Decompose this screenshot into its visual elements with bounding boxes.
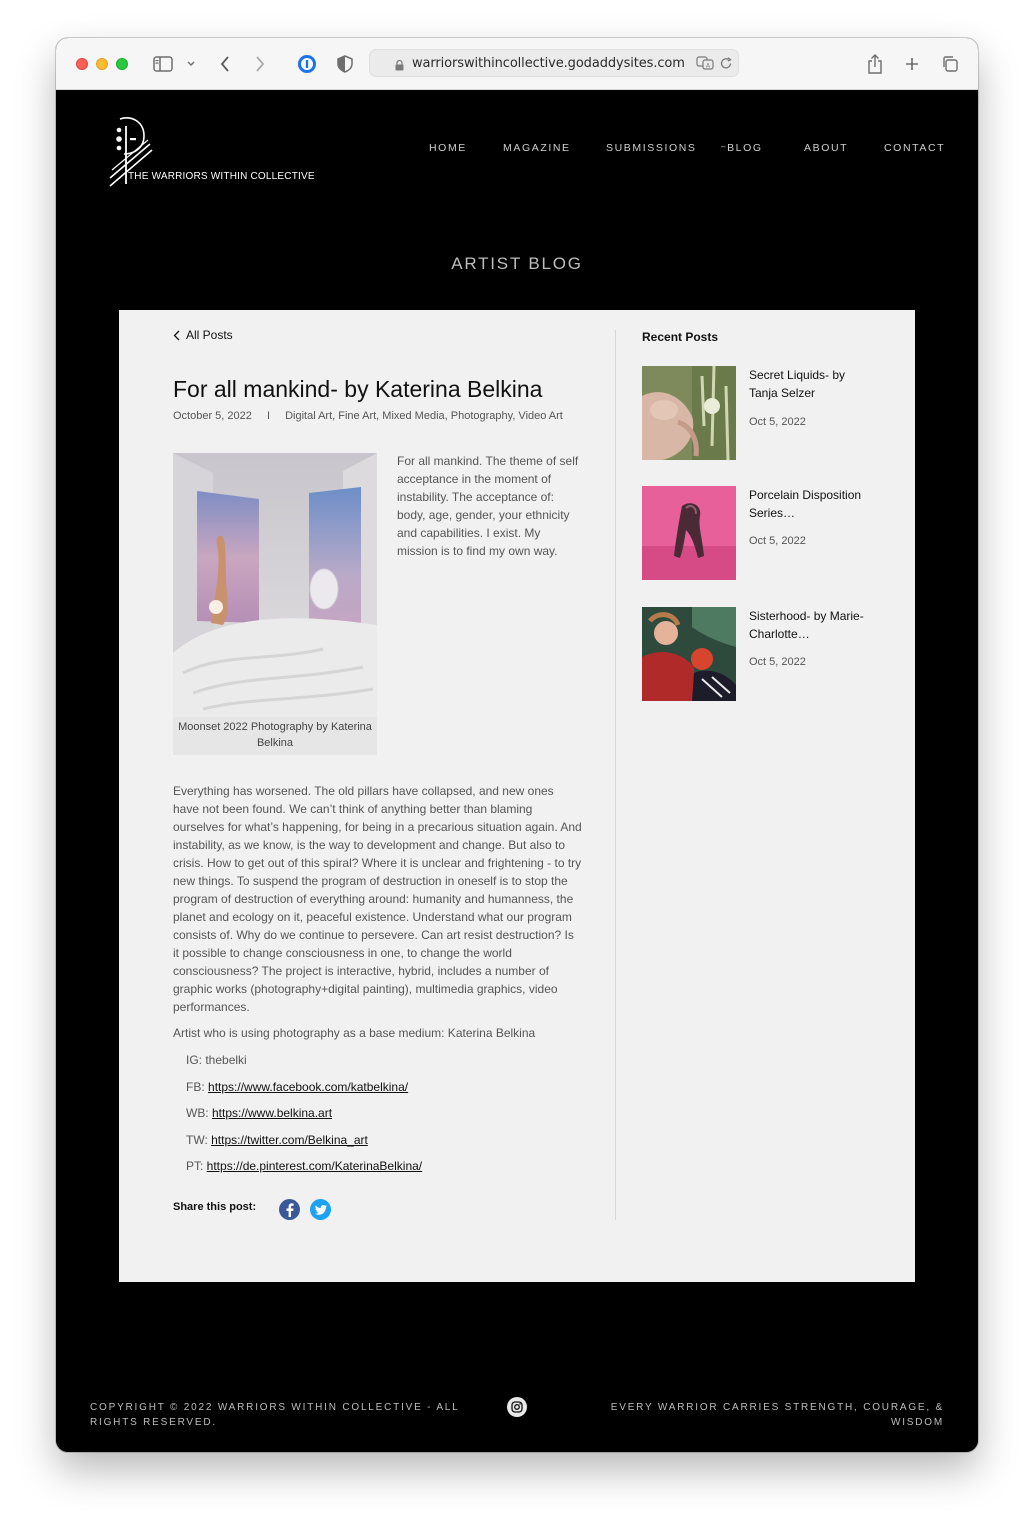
facebook-link[interactable]: https://www.facebook.com/katbelkina/ [208, 1080, 409, 1094]
instagram-icon[interactable] [507, 1397, 527, 1417]
facebook-share-icon[interactable] [279, 1199, 300, 1220]
address-bar[interactable] [369, 49, 739, 77]
share-icon[interactable] [864, 52, 886, 76]
nav-magazine[interactable]: MAGAZINE [503, 142, 571, 154]
footer-copyright: COPYRIGHT © 2022 WARRIORS WITHIN COLLECTIVE - ALL RIGHTS RESERVED. [90, 1402, 460, 1428]
image-caption: Moonset 2022 Photography by Katerina Belkina [178, 721, 372, 749]
minimize-window-button[interactable] [96, 58, 108, 70]
post-image[interactable] [173, 453, 377, 717]
tab-overview-icon[interactable] [939, 52, 961, 76]
recent-post-date: Oct 5, 2022 [749, 416, 806, 428]
post-categories[interactable]: Digital Art, Fine Art, Mixed Media, Photography, Video Art [285, 410, 563, 422]
footer-tagline: EVERY WARRIOR CARRIES STRENGTH, COURAGE, & WISDOM [610, 1402, 944, 1428]
url-text: warriorswithincollective.godaddysites.com [412, 56, 685, 71]
column-divider [615, 330, 616, 1220]
recent-posts-heading: Recent Posts [642, 330, 719, 344]
post-intro: For all mankind. The theme of self acceptance in the moment of instability. The acceptance of: body, age, gender, your ethnicity and capabilities. I exist. My mission is to find my own way. [397, 454, 579, 558]
artist-line: Artist who is using photography as a base medium: Katerina Belkina [173, 1026, 536, 1040]
forward-icon[interactable] [251, 52, 269, 76]
browser-window [56, 38, 978, 1452]
post-meta [173, 410, 563, 422]
new-tab-icon[interactable] [901, 52, 923, 76]
social-pt: PT: https://de.pinterest.com/KaterinaBelkina/ [186, 1159, 423, 1173]
twitter-link[interactable]: https://twitter.com/Belkina_art [211, 1133, 368, 1147]
meta-separator: I [266, 410, 271, 422]
translate-icon[interactable] [696, 56, 714, 75]
all-posts-link[interactable] [173, 328, 233, 342]
twitter-share-icon[interactable] [310, 1199, 331, 1220]
recent-post-thumbnail[interactable] [642, 486, 736, 580]
social-wb: WB: https://www.belkina.art [186, 1106, 333, 1120]
recent-post-thumbnail[interactable] [642, 607, 736, 701]
reload-icon[interactable] [720, 57, 733, 75]
recent-post-thumbnail[interactable] [642, 366, 736, 460]
browser-toolbar [56, 38, 978, 90]
password-manager-icon[interactable] [296, 52, 318, 76]
zoom-window-button[interactable] [116, 58, 128, 70]
logo-text: THE WARRIORS WITHIN COLLECTIVE [128, 171, 315, 182]
pinterest-link[interactable]: https://de.pinterest.com/KaterinaBelkina/ [206, 1159, 423, 1173]
post-panel [119, 310, 915, 1282]
social-fb: FB: https://www.facebook.com/katbelkina/ [186, 1080, 409, 1094]
section-heading: ARTIST BLOG [451, 254, 583, 273]
website [56, 90, 978, 1452]
recent-post-date: Oct 5, 2022 [749, 656, 806, 668]
site-logo[interactable] [104, 112, 314, 190]
close-window-button[interactable] [76, 58, 88, 70]
svg-text:A: A [705, 62, 711, 70]
social-ig: IG: thebelki [186, 1053, 247, 1067]
sidebar-icon[interactable] [152, 52, 174, 76]
back-icon[interactable] [216, 52, 234, 76]
lock-icon [395, 58, 404, 76]
social-tw: TW: https://twitter.com/Belkina_art [186, 1133, 368, 1147]
share-label: Share this post: [173, 1201, 257, 1213]
nav-home[interactable]: HOME [429, 142, 467, 154]
website-link[interactable]: https://www.belkina.art [212, 1106, 333, 1120]
ig-handle: thebelki [205, 1053, 247, 1067]
privacy-shield-icon[interactable] [335, 52, 355, 76]
recent-post-title[interactable]: Secret Liquids- by Tanja Selzer [749, 368, 846, 400]
recent-post-title[interactable]: Sisterhood- by Marie-Charlotte… [749, 609, 864, 641]
post-title: For all mankind- by Katerina Belkina [173, 376, 543, 402]
nav-about[interactable]: ABOUT [804, 142, 849, 154]
nav-blog[interactable]: –BLOG [721, 142, 763, 154]
chevron-down-icon[interactable] [185, 52, 197, 76]
nav-submissions[interactable]: SUBMISSIONS [606, 142, 697, 154]
all-posts-label: All Posts [186, 328, 233, 342]
post-date: October 5, 2022 [173, 410, 252, 422]
post-image-figure [173, 453, 377, 755]
recent-post-date: Oct 5, 2022 [749, 535, 806, 547]
post-body: Everything has worsened. The old pillars have collapsed, and new ones have not been found. We can’t think of anything better than blaming ourselves for what’s happening, for being in a precarious situation again. And instability, as we know, is the way to development and change. But also to crisis. How to get out of this spiral? Where it is unclear and frightening - to try new things. To suspend the program of destruction in oneself is to stop the program of destruction of everything around: humanity and humanness, the planet and ecology on it, peaceful existence. Understand what our program consists of. Why do we continue to persevere. Can art resist destruction? Is it possible to change consciousness in one, to change the world consciousness? The project is interactive, hybrid, includes a number of graphic works (photography+digital painting), multimedia graphics, video performances. [173, 784, 582, 1014]
chevron-left-icon [173, 330, 180, 341]
nav-contact[interactable]: CONTACT [884, 142, 946, 154]
recent-post-title[interactable]: Porcelain Disposition Series… [749, 488, 862, 520]
